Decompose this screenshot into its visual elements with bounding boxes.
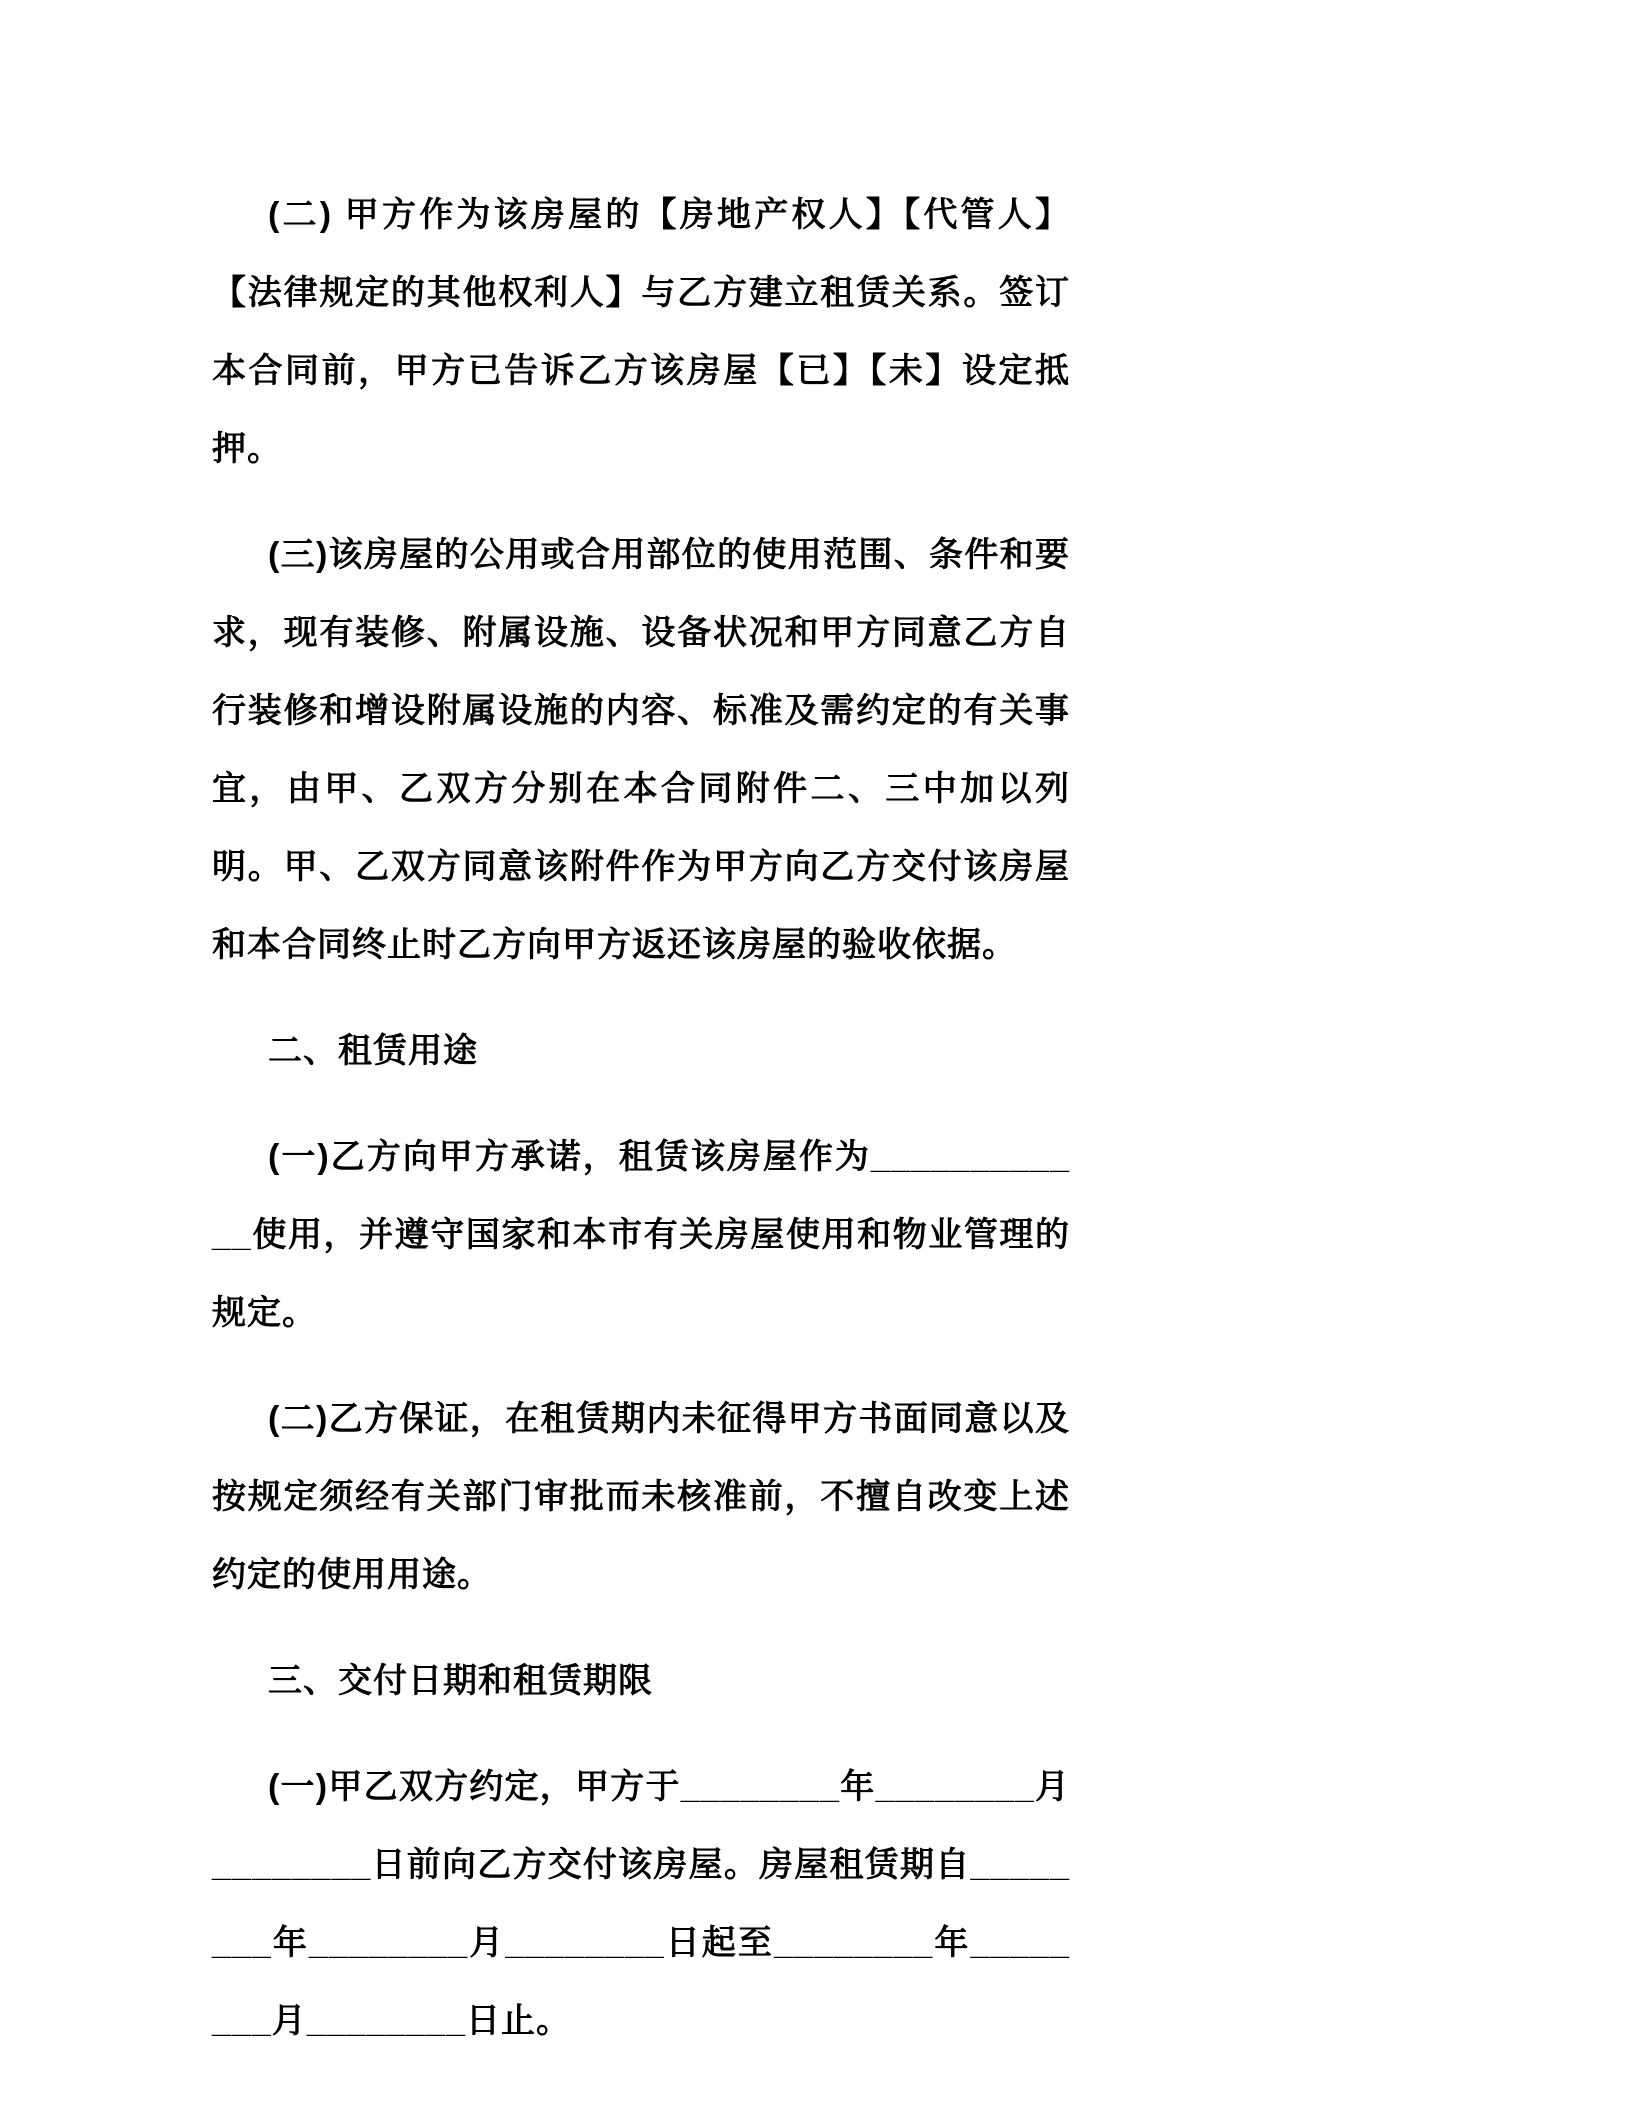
contract-paragraph: (二)乙方保证，在租赁期内未征得甲方书面同意以及按规定须经有关部门审批而未核准前，不擅自改变上述约定的使用用途。 xyxy=(212,1400,1070,1594)
contract-paragraph: (二) 甲方作为该房屋的【房地产权人】【代管人】【法律规定的其他权利人】与乙方建立租赁关系。签订本合同前，甲方已告诉乙方该房屋【已】【未】设定抵押。 xyxy=(212,196,1070,468)
contract-body xyxy=(212,176,1070,2088)
contract-paragraph: (三)该房屋的公用或合用部位的使用范围、条件和要求，现有装修、附属设施、设备状况和甲方同意乙方自行装修和增设附属设施的内容、标准及需约定的有关事宜，由甲、乙双方分别在本合同附件二、三中加以列明。甲、乙双方同意该附件作为甲方向乙方交付该房屋和本合同终止时乙方向甲方返还该房屋的验收依据。 xyxy=(212,536,1070,964)
section-heading: 二、租赁用途 xyxy=(268,1032,478,1070)
contract-paragraph: (一)甲乙双方约定，甲方于________年________月________日前向乙方交付该房屋。房屋租赁期自________年________月________日起至________年________月________日止。 xyxy=(212,1768,1070,2040)
section-heading: 三、交付日期和租赁期限 xyxy=(268,1662,653,1700)
contract-paragraph: (一)乙方向甲方承诺，租赁该房屋作为____________使用，并遵守国家和本市有关房屋使用和物业管理的规定。 xyxy=(212,1138,1070,1332)
